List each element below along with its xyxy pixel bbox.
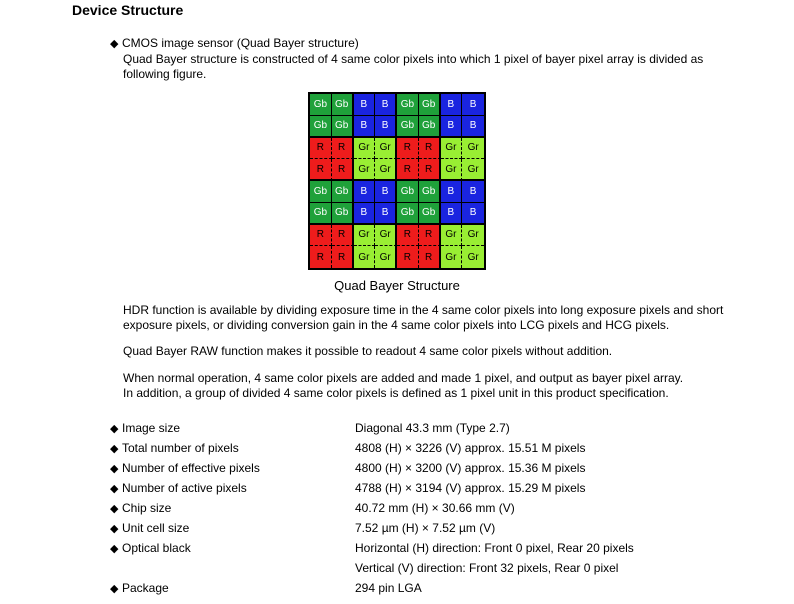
pixel-r: R	[310, 138, 332, 160]
diamond-bullet-icon: ◆	[110, 483, 119, 495]
diamond-bullet-icon: ◆	[110, 443, 119, 455]
pixel-gb: Gb	[310, 203, 332, 225]
pixel-r: R	[332, 246, 354, 268]
pixel-r: R	[419, 246, 441, 268]
pixel-b: B	[375, 181, 397, 203]
pixel-b: B	[441, 203, 463, 225]
pixel-gr: Gr	[375, 246, 397, 268]
pixel-b: B	[375, 203, 397, 225]
pixel-gb: Gb	[310, 94, 332, 116]
spec-value: 4788 (H) × 3194 (V) approx. 15.29 M pixels	[355, 481, 586, 495]
pixel-b: B	[462, 116, 484, 138]
pixel-gr: Gr	[441, 246, 463, 268]
pixel-gr: Gr	[462, 138, 484, 160]
pixel-b: B	[354, 116, 376, 138]
pixel-gr: Gr	[354, 138, 376, 160]
spec-value: 4808 (H) × 3226 (V) approx. 15.51 M pixels	[355, 441, 586, 455]
intro-line-1: Quad Bayer structure is constructed of 4 same color pixels into which 1 pixel of bayer pixel array is divided as	[123, 52, 704, 66]
spec-label-text: Image size	[122, 421, 181, 435]
pixel-gb: Gb	[332, 203, 354, 225]
pixel-r: R	[310, 246, 332, 268]
pixel-gr: Gr	[462, 246, 484, 268]
raw-paragraph: Quad Bayer RAW function makes it possible to readout 4 same color pixels without addition.	[123, 344, 613, 358]
pixel-r: R	[397, 246, 419, 268]
pixel-b: B	[462, 181, 484, 203]
spec-label-text: Package	[122, 581, 169, 595]
hdr-paragraph-line-1: HDR function is available by dividing exposure time in the 4 same color pixels into long exposure pixels and short	[123, 303, 724, 317]
pixel-r: R	[419, 225, 441, 247]
figure-caption: Quad Bayer Structure	[334, 278, 460, 293]
pixel-b: B	[462, 94, 484, 116]
pixel-gb: Gb	[419, 116, 441, 138]
pixel-gb: Gb	[310, 116, 332, 138]
diamond-bullet-icon: ◆	[110, 503, 119, 515]
pixel-b: B	[354, 203, 376, 225]
pixel-r: R	[332, 159, 354, 181]
spec-label-text: Number of active pixels	[122, 481, 247, 495]
intro-line-2: following figure.	[123, 67, 207, 81]
pixel-b: B	[441, 181, 463, 203]
pixel-gr: Gr	[462, 225, 484, 247]
spec-label	[110, 461, 260, 475]
spec-label	[110, 581, 169, 595]
page-heading: Device Structure	[72, 2, 184, 18]
spec-value: 4800 (H) × 3200 (V) approx. 15.36 M pixels	[355, 461, 586, 475]
intro-bullet-line	[110, 36, 359, 52]
pixel-gr: Gr	[441, 159, 463, 181]
pixel-gb: Gb	[332, 181, 354, 203]
pixel-gb: Gb	[332, 94, 354, 116]
diamond-bullet-icon: ◆	[110, 423, 119, 435]
pixel-b: B	[354, 181, 376, 203]
pixel-gr: Gr	[441, 138, 463, 160]
pixel-gr: Gr	[375, 138, 397, 160]
pixel-r: R	[310, 225, 332, 247]
spec-label	[110, 501, 171, 515]
pixel-r: R	[310, 159, 332, 181]
spec-label	[110, 481, 247, 495]
pixel-b: B	[354, 94, 376, 116]
hdr-paragraph-line-2: exposure pixels, or dividing conversion gain in the 4 same color pixels into LCG pixels and HCG pixels.	[123, 318, 670, 332]
pixel-gr: Gr	[441, 225, 463, 247]
spec-label-text: Chip size	[122, 501, 172, 515]
spec-label-text: Total number of pixels	[122, 441, 239, 455]
pixel-gb: Gb	[332, 116, 354, 138]
spec-label	[110, 441, 239, 455]
pixel-b: B	[375, 94, 397, 116]
pixel-r: R	[419, 138, 441, 160]
diamond-bullet-icon: ◆	[110, 583, 119, 595]
spec-value: 7.52 µm (H) × 7.52 µm (V)	[355, 521, 496, 535]
diamond-bullet-icon: ◆	[110, 523, 119, 535]
pixel-gb: Gb	[419, 203, 441, 225]
pixel-b: B	[441, 116, 463, 138]
pixel-b: B	[441, 94, 463, 116]
pixel-r: R	[397, 138, 419, 160]
pixel-r: R	[332, 138, 354, 160]
spec-label	[110, 541, 191, 555]
spec-value: Vertical (V) direction: Front 32 pixels, Rear 0 pixel	[355, 561, 619, 575]
intro-title: CMOS image sensor (Quad Bayer structure)	[122, 36, 359, 50]
normal-paragraph-line-2: In addition, a group of divided 4 same color pixels is defined as 1 pixel unit in this product specification.	[123, 386, 669, 400]
pixel-b: B	[375, 116, 397, 138]
pixel-r: R	[419, 159, 441, 181]
spec-label-text: Number of effective pixels	[122, 461, 260, 475]
pixel-r: R	[397, 159, 419, 181]
pixel-gr: Gr	[462, 159, 484, 181]
pixel-b: B	[462, 203, 484, 225]
diamond-bullet-icon: ◆	[110, 463, 119, 475]
spec-value: Diagonal 43.3 mm (Type 2.7)	[355, 421, 510, 435]
spec-label-text: Unit cell size	[122, 521, 190, 535]
pixel-gb: Gb	[397, 116, 419, 138]
diamond-bullet-icon: ◆	[110, 38, 119, 50]
pixel-gr: Gr	[354, 246, 376, 268]
pixel-r: R	[397, 225, 419, 247]
pixel-gb: Gb	[397, 181, 419, 203]
pixel-gr: Gr	[354, 159, 376, 181]
spec-label-text: Optical black	[122, 541, 191, 555]
pixel-gb: Gb	[310, 181, 332, 203]
quad-bayer-figure	[308, 92, 486, 270]
pixel-gb: Gb	[419, 181, 441, 203]
pixel-gr: Gr	[375, 159, 397, 181]
diamond-bullet-icon: ◆	[110, 543, 119, 555]
pixel-gb: Gb	[397, 94, 419, 116]
pixel-gb: Gb	[419, 94, 441, 116]
pixel-gr: Gr	[375, 225, 397, 247]
spec-label	[110, 421, 180, 435]
normal-paragraph-line-1: When normal operation, 4 same color pixels are added and made 1 pixel, and output as bayer pixel array.	[123, 371, 684, 385]
spec-value: Horizontal (H) direction: Front 0 pixel, Rear 20 pixels	[355, 541, 634, 555]
spec-value: 294 pin LGA	[355, 581, 422, 595]
spec-label	[110, 521, 189, 535]
pixel-gr: Gr	[354, 225, 376, 247]
pixel-gb: Gb	[397, 203, 419, 225]
spec-value: 40.72 mm (H) × 30.66 mm (V)	[355, 501, 515, 515]
pixel-r: R	[332, 225, 354, 247]
